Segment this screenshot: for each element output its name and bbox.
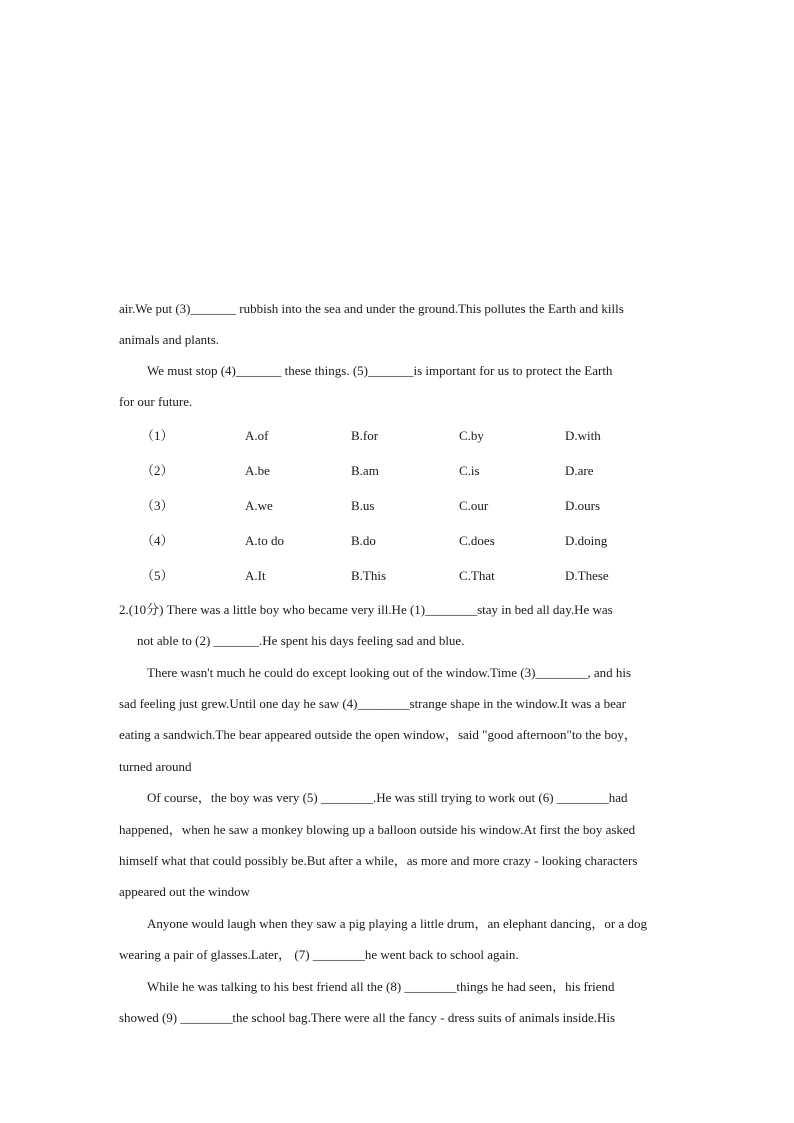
option-a: A.It [245, 568, 266, 583]
passage-line: appeared out the window [119, 884, 251, 899]
passage-line: not able to (2) _______.He spent his days feeling sad and blue. [137, 633, 465, 648]
passage-line: happened，when he saw a monkey blowing up a balloon outside his window.At first the boy asked [119, 822, 636, 837]
question-title-line: 2.(10分) There was a little boy who became very ill.He (1)________stay in bed all day.He was [119, 602, 613, 617]
passage-line: sad feeling just grew.Until one day he saw (4)________strange shape in the window.It was a bear [119, 696, 626, 711]
option-d: D.doing [565, 533, 608, 548]
passage-line: Anyone would laugh when they saw a pig playing a little drum，an elephant dancing，or a dog [147, 916, 648, 931]
option-a: A.to do [245, 533, 284, 548]
option-b: B.do [351, 533, 376, 548]
passage-line: Of course，the boy was very (5) ________.He was still trying to work out (6) ________had [147, 790, 628, 805]
passage-line: We must stop (4)_______ these things. (5)_______is important for us to protect the Earth [147, 363, 613, 378]
passage-line: wearing a pair of glasses.Later， (7) ________he went back to school again. [119, 947, 519, 962]
option-number: （3） [141, 498, 174, 513]
option-c: C.is [459, 463, 480, 478]
option-b: B.for [351, 428, 379, 443]
passage-line: eating a sandwich.The bear appeared outside the open window，said "good afternoon"to the boy， [119, 727, 637, 742]
option-number: （5） [141, 568, 174, 583]
option-b: B.am [351, 463, 379, 478]
option-a: A.we [245, 498, 273, 513]
option-c: C.does [459, 533, 495, 548]
passage-line: There wasn't much he could do except looking out of the window.Time (3)________, and his [147, 665, 632, 680]
option-d: D.ours [565, 498, 601, 513]
option-d: D.These [565, 568, 609, 583]
option-b: B.This [351, 568, 387, 583]
option-c: C.our [459, 498, 489, 513]
passage-line: himself what that could possibly be.But after a while，as more and more crazy - looking characters [119, 853, 638, 868]
passage-line: showed (9) ________the school bag.There were all the fancy - dress suits of animals inside.His [119, 1010, 616, 1025]
option-a: A.be [245, 463, 270, 478]
passage-line: turned around [119, 759, 192, 774]
option-c: C.That [459, 568, 495, 583]
passage-line: animals and plants. [119, 332, 220, 347]
option-number: （1） [141, 428, 174, 443]
option-number: （4） [141, 533, 174, 548]
option-number: （2） [141, 463, 174, 478]
option-d: D.with [565, 428, 601, 443]
option-d: D.are [565, 463, 594, 478]
option-b: B.us [351, 498, 375, 513]
option-a: A.of [245, 428, 269, 443]
passage-line: air.We put (3)_______ rubbish into the sea and under the ground.This pollutes the Earth and kills [119, 301, 624, 316]
passage-line: for our future. [119, 394, 193, 409]
passage-line: While he was talking to his best friend all the (8) ________things he had seen，his friend [147, 979, 615, 994]
option-c: C.by [459, 428, 484, 443]
